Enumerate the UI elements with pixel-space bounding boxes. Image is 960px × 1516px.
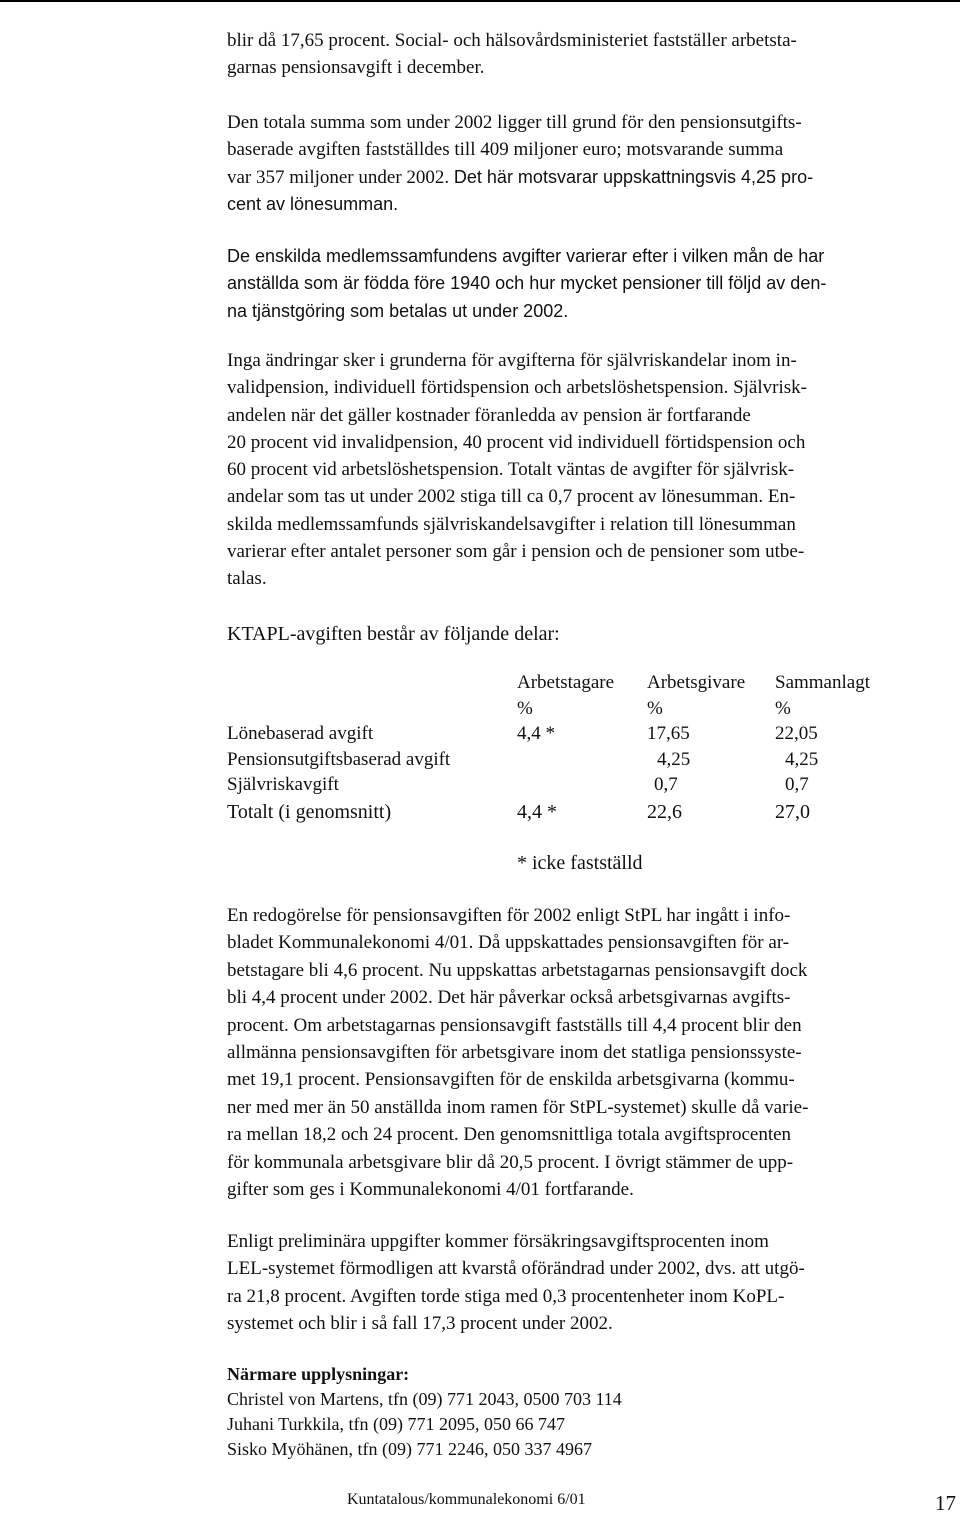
row-label: Pensionsutgiftsbaserad avgift [227,748,451,770]
cell-value: 4,25 [657,748,691,770]
contact-person: Christel von Martens, tfn (09) 771 2043, 0500 703 114 [227,1389,622,1409]
text-fragment-serif: var 357 miljoner under 2002. [227,166,450,188]
text-line: varierar efter antalet personer som går i pension och de pensioner som utbe- [227,541,805,563]
text-line: blir då 17,65 procent. Social- och hälsovårdsministeriet fastställer arbetsta- [227,30,797,51]
paragraph-6 [227,1228,955,1338]
column-header: Sammanlagt [775,672,870,693]
text-line: De enskilda medlemssamfundens avgifter varierar efter i vilken mån de har [227,246,825,266]
text-line: cent av lönesumman. [227,193,399,214]
contact-person: Sisko Myöhänen, tfn (09) 771 2246, 050 337 4967 [227,1439,592,1459]
text-line: bli 4,4 procent under 2002. Det här påverkar också arbetsgivarnas avgifts- [227,987,791,1009]
paragraph-3 [227,243,955,325]
text-line: andelar som tas ut under 2002 stiga till ca 0,7 procent av lönesumman. En- [227,486,796,508]
text-line: gifter som ges i Kommunalekonomi 4/01 fortfarande. [227,1179,634,1201]
footer-publication: Kuntatalous/kommunalekonomi 6/01 [347,1491,586,1508]
text-line: ra 21,8 procent. Avgiften torde stiga med 0,3 procentenheter inom KoPL- [227,1285,785,1307]
text-line: 20 procent vid invalidpension, 40 procent vid individuell förtidspension och [227,431,806,453]
row-label: Lönebaserad avgift [227,723,374,744]
text-line: anställda som är födda före 1940 och hur mycket pensioner till följd av den- [227,273,827,294]
column-header: Arbetstagare [517,672,615,693]
cell-value: 4,4 * [517,800,557,823]
table-row [227,772,867,798]
table-total-row [227,798,867,826]
cell-value: 22,05 [775,723,818,744]
table-unit-row [227,696,867,722]
text-line: En redogörelse för pensionsavgiften för 2002 enligt StPL har ingått i info- [227,905,791,926]
text-line: bladet Kommunalekonomi 4/01. Då uppskattades pensionsavgiften för ar- [227,932,790,954]
text-line: baserade avgiften fastställdes till 409 miljoner euro; motsvarande summa [227,139,784,161]
text-line: na tjänstgöring som betalas ut under 2002. [227,300,569,321]
text-line: garnas pensionsavgift i december. [227,57,485,79]
text-line: skilda medlemssamfunds självriskandelsavgifter i relation till lönesumman [227,513,796,535]
cell-value: 0,7 [785,774,809,795]
ktapl-intro: KTAPL-avgiften består av följande delar: [227,623,560,645]
contact-person: Juhani Turkkila, tfn (09) 771 2095, 050 66 747 [227,1414,566,1434]
table-footnote: * icke fastställd [517,852,643,874]
text-line: Enligt preliminära uppgifter kommer försäkringsavgiftsprocenten inom [227,1231,769,1252]
text-line: Den totala summa som under 2002 ligger till grund för den pensionsutgifts- [227,112,802,133]
row-label: Självriskavgift [227,774,339,795]
cell-value: 17,65 [647,723,690,744]
cell-value: 22,6 [647,800,682,823]
text-line: 60 procent vid arbetslöshetspension. Totalt väntas de avgifter för självrisk- [227,459,795,481]
text-line-mixed [227,164,955,191]
text-line: met 19,1 procent. Pensionsavgiften för de enskilda arbetsgivarna (kommu- [227,1069,795,1091]
table-row [227,747,867,773]
cell-value: 4,25 [785,748,819,770]
paragraph-4 [227,347,955,593]
text-line: andelen när det gäller kostnader föranledda av pension är fortfarande [227,404,751,426]
fee-table [227,670,870,826]
text-line: ra mellan 18,2 och 24 procent. Den genomsnittliga totala avgiftsprocenten [227,1124,792,1146]
paragraph-2 [227,109,955,218]
paragraph-1 [227,27,955,82]
column-unit: % [647,697,663,719]
cell-value: 27,0 [775,800,810,823]
cell-value: 0,7 [654,774,678,795]
text-line: procent. Om arbetstagarnas pensionsavgift fastställs till 4,4 procent blir den [227,1014,802,1036]
header-rule [0,0,960,2]
text-line: allmänna pensionsavgiften för arbetsgivare inom det statliga pensionssyste- [227,1042,802,1064]
text-line: betstagare bli 4,6 procent. Nu uppskattas arbetstagarnas pensionsavgift dock [227,959,808,981]
paragraph-5 [227,902,955,1203]
text-line: validpension, individuell förtidspension och arbetslöshetspension. Självrisk- [227,377,807,399]
contact-heading: Närmare upplysningar: [227,1364,410,1384]
column-header: Arbetsgivare [647,672,746,693]
text-line: systemet och blir i så fall 17,3 procent under 2002. [227,1313,613,1335]
text-line: talas. [227,568,267,590]
text-line: ner med mer än 50 anställda inom ramen för StPL-systemet) skulle då varie- [227,1096,809,1118]
cell-value: 4,4 * [517,723,555,744]
table-row [227,721,867,747]
contact-list [227,1387,622,1462]
text-line: Inga ändringar sker i grunderna för avgifterna för självriskandelar inom in- [227,350,797,371]
text-line: LEL-systemet förmodligen att kvarstå oförändrad under 2002, dvs. att utgö- [227,1258,805,1280]
page-number: 17 [935,1491,956,1515]
column-unit: % [517,697,533,719]
row-label: Totalt (i genomsnitt) [227,800,392,823]
text-fragment-sans: Det här motsvarar uppskattningsvis 4,25 pro- [453,166,814,187]
text-line: för kommunala arbetsgivare blir då 20,5 procent. I övrigt stämmer de upp- [227,1151,794,1173]
table-header-row [227,670,870,696]
column-unit: % [775,697,791,719]
